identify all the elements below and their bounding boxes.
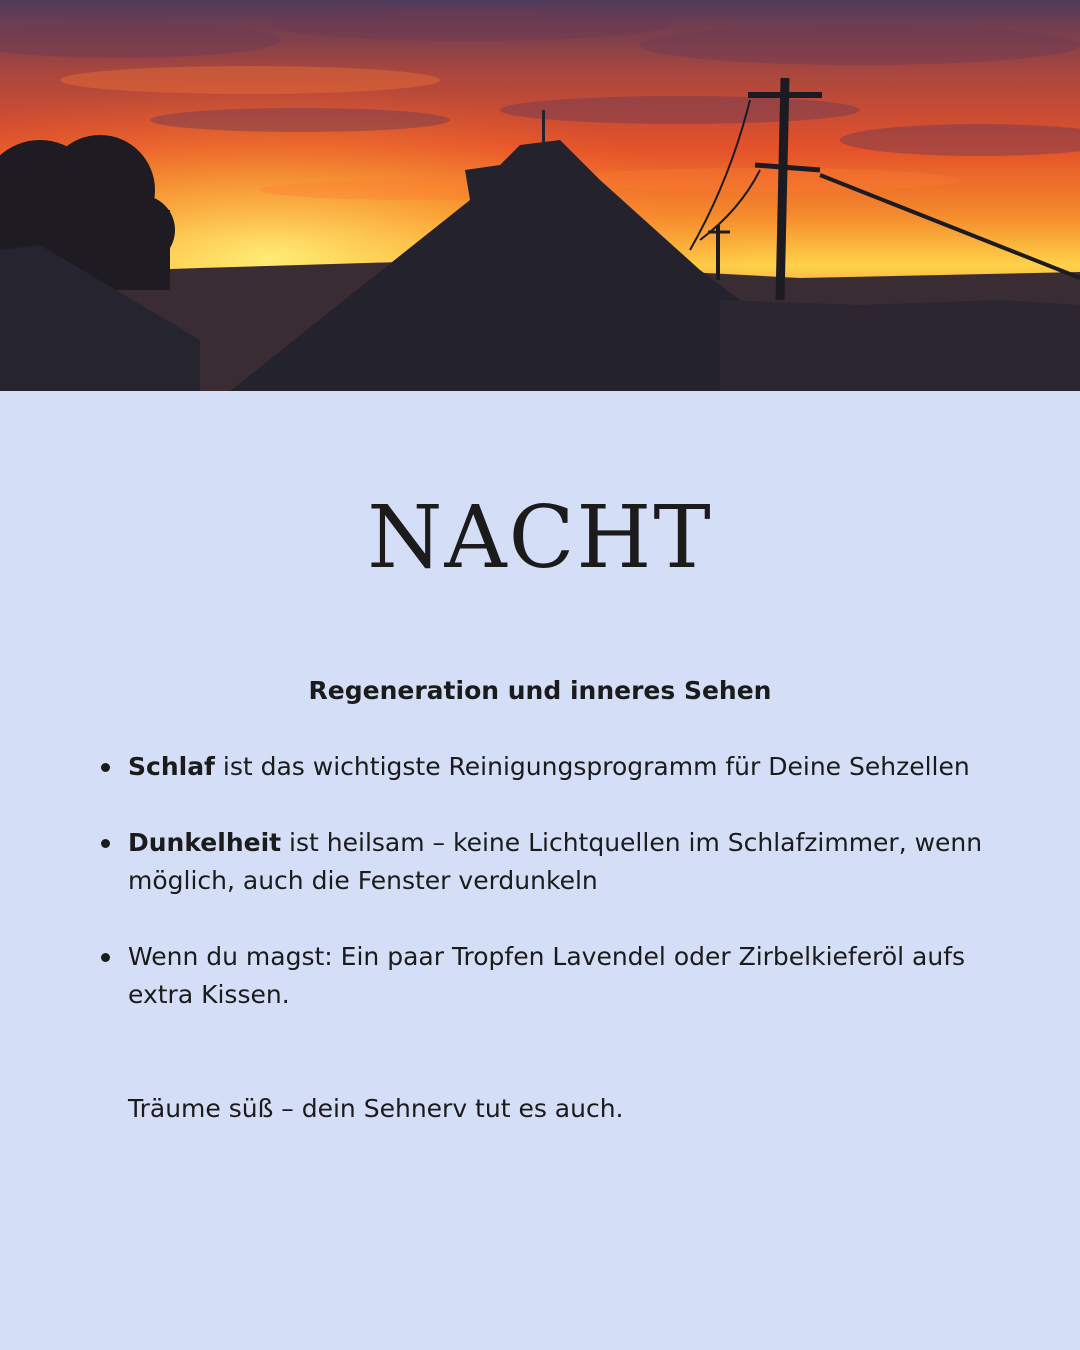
tip-text: ist heilsam – keine Lichtquellen im Schlafzimmer, wenn möglich, auch die Fenster verdunkeln	[128, 828, 983, 895]
sunset-silhouette-image	[0, 0, 1080, 391]
tip-keyword: Dunkelheit	[128, 828, 282, 857]
list-item	[128, 824, 1028, 900]
hero-photo	[0, 0, 1080, 391]
tip-keyword: Schlaf	[128, 752, 215, 781]
list-item	[128, 938, 1028, 1014]
tip-text: ist das wichtigste Reinigungsprogramm für Deine Sehzellen	[214, 752, 970, 781]
closing-line: Träume süß – dein Sehnerv tut es auch.	[128, 1094, 624, 1123]
subtitle: Regeneration und inneres Sehen	[308, 676, 772, 705]
page-title: NACHT	[367, 488, 713, 588]
tip-text: Wenn du magst: Ein paar Tropfen Lavendel oder Zirbelkieferöl aufs extra Kissen.	[128, 942, 966, 1009]
tips-list	[128, 748, 1028, 1052]
list-item	[128, 748, 1028, 786]
